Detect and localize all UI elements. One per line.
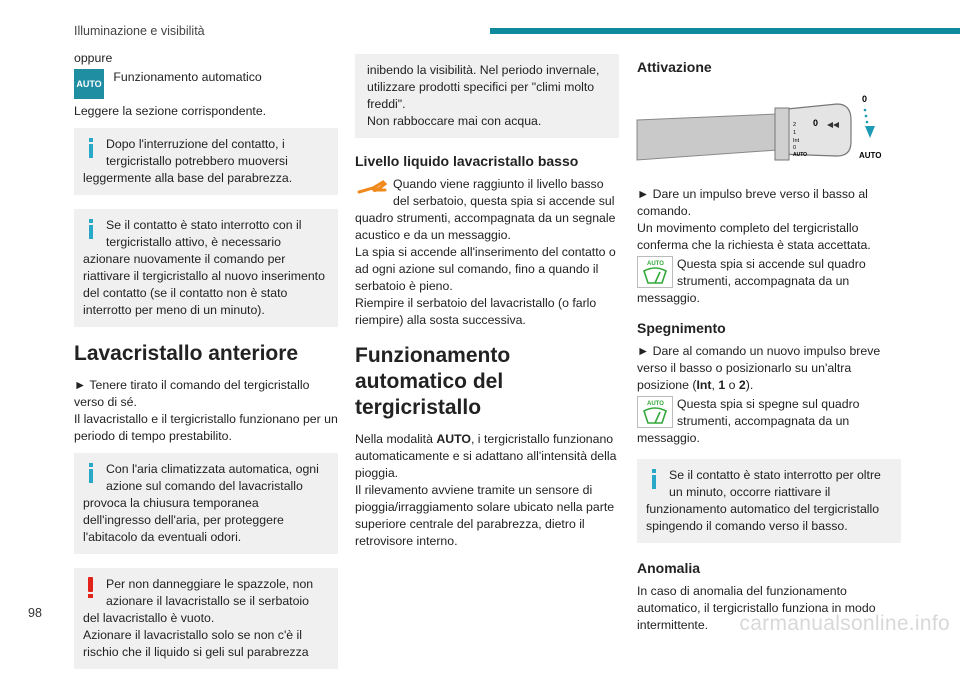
see-section-text: Leggere la sezione corrispondente. [74, 104, 267, 118]
auto-wipers-description: Nella modalità AUTO, i tergicristallo funzionano automaticamente e si adattano all'intensità della pioggia. Il rilevamento avviene tramite un sensore di pioggia/irraggiamento solare ubicato nella parte superiore centrale del parabrezza, dietro il retrovisore interno. [355, 432, 617, 548]
info-note-auto-reactivation [637, 459, 901, 543]
info-note-3-text: Con l'aria climatizzata automatica, ogni azione sul comando del lavacristallo provoca la chiusura temporanea dell'ingresso dell'aria, per proteggere l'abitacolo da eventuali odori. [83, 462, 319, 544]
info-note-2-text: Se il contatto è stato interrotto con il tergicristallo attivo, è necessario azionare nuovamente il comando per riattivare il tergicristallo al nuovo inserimento del contatto (se il contatto non è stato interrotto per meno di un minuto). [83, 218, 325, 317]
oppure-text: oppure [74, 51, 113, 65]
low-fluid-text: Quando viene raggiunto il livello basso del serbatoio, questa spia si accende sul quadro strumenti, accompagnata da un segnale acustico e da un messaggio. La spia si accende all'inserimento del contatto o ad ogni azione sul comando, fino a quando il serbatoio è pieno. Riempire il serbatoio del lavacristallo (o farlo riempire) alla sosta successiva. [355, 177, 616, 327]
section-heading-front-washer: Lavacristallo anteriore [74, 342, 299, 365]
activation-instructions: ► Dare un impulso breve verso il basso al comando. Un movimento completo del tergicristallo conferma che la richiesta è stata accettata. [637, 187, 871, 252]
section-heading-auto-wipers: Funzionamento automatico del tergicristallo [355, 344, 511, 419]
auto-row [74, 69, 338, 99]
page-number: 98 [28, 606, 42, 620]
auto-wiper-lamp-icon [637, 256, 673, 288]
watermark: carmanualsonline.info [739, 612, 950, 635]
info-icon [83, 461, 103, 491]
info-note-auto-reactivation-text: Se il contatto è stato interrotto per oltre un minuto, occorre riattivare il funzionamento automatico del tergicristallo spingendo il comando verso il basso. [646, 468, 881, 533]
info-note-1 [74, 128, 338, 195]
info-note-2 [74, 209, 338, 327]
column-left [74, 50, 338, 683]
lever-label-auto: AUTO [793, 152, 808, 158]
info-icon [83, 217, 103, 247]
svg-text:AUTO: AUTO [647, 401, 664, 407]
column-middle [355, 50, 619, 550]
warning-note-text: Per non danneggiare le spazzole, non azionare il lavacristallo se il serbatoio del lavacristallo è vuoto. Azionare il lavacristallo solo se non c'è il rischio che il liquido si geli sul parabrezza [83, 577, 314, 659]
running-header: Illuminazione e visibilità [74, 24, 205, 38]
warning-note [74, 568, 338, 669]
section-heading-activation: Attivazione [637, 59, 712, 75]
info-icon [83, 136, 103, 166]
lever-label-0: 0 [793, 145, 797, 151]
lamp-off-text: Questa spia si spegne sul quadro strumenti, accompagnata da un messaggio. [637, 397, 860, 445]
washer-fluid-warning-icon [355, 176, 389, 202]
auto-mode-icon: AUTO [74, 69, 104, 99]
lever-label-int: Int [793, 138, 800, 144]
column-right [637, 50, 901, 634]
header-accent-bar [490, 28, 960, 34]
info-icon [646, 467, 666, 497]
info-note-1-text: Dopo l'interruzione del contatto, i tergicristallo potrebbero muoversi leggermente alla base del parabrezza. [83, 137, 293, 185]
auto-wiper-lamp-icon [637, 396, 673, 428]
lever-label-1: 1 [793, 130, 797, 136]
lamp-on-text: Questa spia si accende sul quadro strumenti, accompagnata da un messaggio. [637, 257, 866, 305]
low-fluid-row [355, 176, 619, 329]
warning-icon [83, 576, 103, 606]
section-heading-fault: Anomalia [637, 560, 701, 576]
svg-text:AUTO: AUTO [647, 261, 664, 267]
auto-mode-text: Funzionamento automatico [113, 70, 262, 84]
lever-label-2: 2 [793, 122, 797, 128]
front-washer-instructions: ► Tenere tirato il comando del tergicristallo verso di sé. Il lavacristallo e il tergicristallo funzionano per un periodo di tempo prestabilito. [74, 378, 338, 443]
switch-off-instructions: ► Dare al comando un nuovo impulso breve verso il basso o posizionarlo su un'altra posizione (Int, 1 o 2). [637, 344, 881, 392]
lever-label-bottom-auto: AUTO [859, 151, 882, 160]
info-note-3 [74, 453, 338, 554]
lever-label-top-0: 0 [862, 94, 868, 104]
lamp-on-row [637, 256, 901, 307]
lamp-off-row [637, 396, 901, 447]
section-heading-low-fluid: Livello liquido lavacristallo basso [355, 153, 579, 169]
warning-note-continued: inibendo la visibilità. Nel periodo invernale, utilizzare prodotti specifici per "climi molto freddi". Non rabboccare mai con acqua. [355, 54, 619, 138]
section-heading-switch-off: Spegnimento [637, 320, 726, 336]
wiper-lever-illustration [637, 90, 887, 176]
fault-text: In caso di anomalia del funzionamento automatico, il tergicristallo funziona in modo intermittente. [637, 584, 876, 632]
svg-text:0: 0 [813, 118, 819, 128]
